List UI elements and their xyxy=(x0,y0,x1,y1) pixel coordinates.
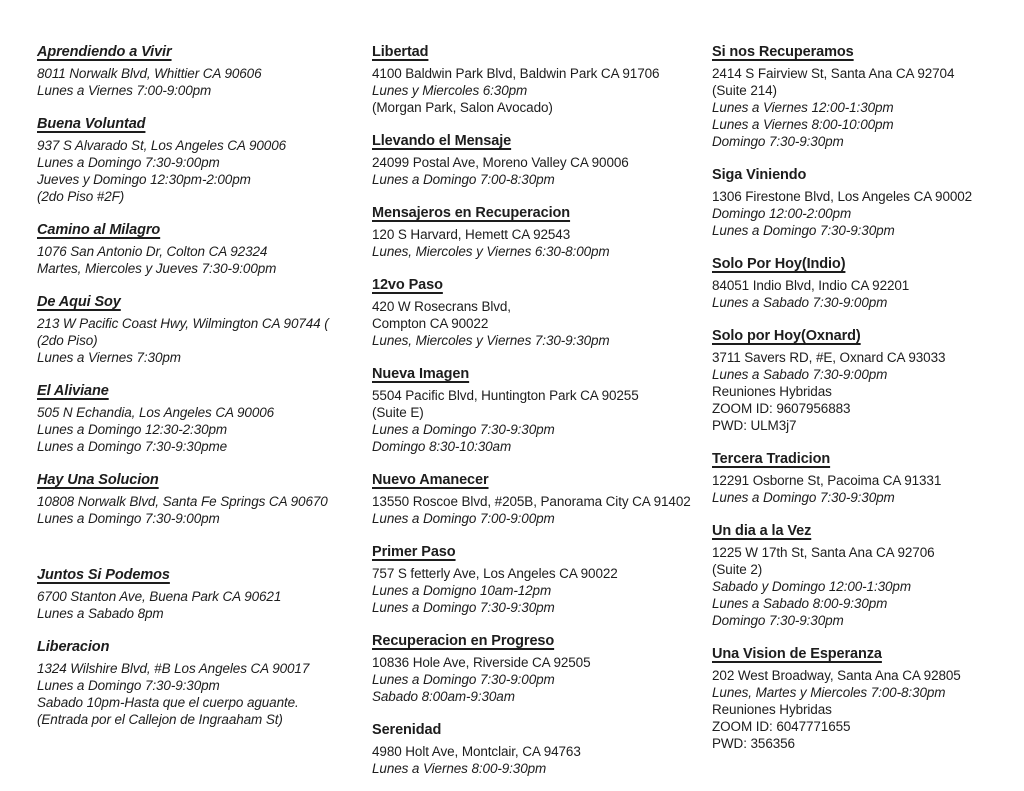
meeting-schedule: Domingo 7:30-9:30pm xyxy=(712,134,844,149)
column-2 xyxy=(372,44,712,791)
meeting-address: 84051 Indio Blvd, Indio CA 92201 xyxy=(712,278,910,293)
meeting-schedule: Lunes, Martes y Miercoles 7:00-8:30pm xyxy=(712,685,946,700)
meeting-name: Liberacion xyxy=(37,639,110,655)
meeting-address: 5504 Pacific Blvd, Huntington Park CA 90255 xyxy=(372,388,639,403)
meeting-schedule: Sabado 8:00am-9:30am xyxy=(372,689,515,704)
meeting-address: 12291 Osborne St, Pacoima CA 91331 xyxy=(712,473,942,488)
meeting-note: (Suite E) xyxy=(372,405,424,420)
meeting-entry xyxy=(372,277,694,349)
meeting-schedule: Lunes a Sabado 8pm xyxy=(37,606,164,621)
meeting-address: 1306 Firestone Blvd, Los Angeles CA 90002 xyxy=(712,189,973,204)
meeting-name: Libertad xyxy=(372,44,429,60)
meeting-entry xyxy=(372,133,694,188)
meeting-address: 10836 Hole Ave, Riverside CA 92505 xyxy=(372,655,591,670)
meeting-entry xyxy=(37,567,354,622)
meeting-schedule: Lunes, Miercoles y Viernes 6:30-8:00pm xyxy=(372,244,610,259)
meeting-schedule: Domingo 7:30-9:30pm xyxy=(712,613,844,628)
meeting-address: 24099 Postal Ave, Moreno Valley CA 90006 xyxy=(372,155,629,170)
meeting-schedule: Lunes a Sabado 8:00-9:30pm xyxy=(712,596,888,611)
meeting-address: 1076 San Antonio Dr, Colton CA 92324 xyxy=(37,244,268,259)
meeting-schedule: Lunes a Domingo 7:00-9:00pm xyxy=(372,511,555,526)
meeting-entry xyxy=(372,205,694,260)
meeting-schedule: Lunes a Viernes 8:00-10:00pm xyxy=(712,117,894,132)
meeting-password: PWD: 356356 xyxy=(712,736,795,751)
meeting-address: 3711 Savers RD, #E, Oxnard CA 93033 xyxy=(712,350,946,365)
meeting-entry xyxy=(37,116,354,205)
meeting-name: 12vo Paso xyxy=(372,277,443,293)
meeting-schedule: Lunes y Miercoles 6:30pm xyxy=(372,83,528,98)
meeting-entry xyxy=(712,451,1006,506)
meeting-note: (2do Piso #2F) xyxy=(37,189,125,204)
meeting-name: Mensajeros en Recuperacion xyxy=(372,205,571,221)
column-3 xyxy=(712,44,1024,791)
meeting-entry xyxy=(37,222,354,277)
meeting-schedule: Lunes a Domingo 7:30-9:00pm xyxy=(37,511,220,526)
meeting-note: Reuniones Hybridas xyxy=(712,384,832,399)
meeting-address: 4100 Baldwin Park Blvd, Baldwin Park CA 91706 xyxy=(372,66,660,81)
meeting-note: (Morgan Park, Salon Avocado) xyxy=(372,100,553,115)
meeting-address: 757 S fetterly Ave, Los Angeles CA 90022 xyxy=(372,566,618,581)
meeting-address: 120 S Harvard, Hemett CA 92543 xyxy=(372,227,571,242)
meeting-entry xyxy=(712,44,1006,150)
meeting-name: Aprendiendo a Vivir xyxy=(37,44,172,60)
meeting-address: 505 N Echandia, Los Angeles CA 90006 xyxy=(37,405,275,420)
meeting-schedule: Lunes a Viernes 7:30pm xyxy=(37,350,181,365)
meeting-name: Nueva Imagen xyxy=(372,366,470,382)
meeting-name: De Aqui Soy xyxy=(37,294,121,310)
meeting-address: 420 W Rosecrans Blvd, xyxy=(372,299,511,314)
meeting-schedule: Lunes a Viernes 8:00-9:30pm xyxy=(372,761,547,776)
meeting-name: Tercera Tradicion xyxy=(712,451,831,467)
meeting-schedule: Lunes a Domigno 10am-12pm xyxy=(372,583,552,598)
meeting-entry xyxy=(372,44,694,116)
meeting-schedule: Sabado y Domingo 12:00-1:30pm xyxy=(712,579,911,594)
meeting-entry xyxy=(37,294,354,366)
meeting-schedule: Lunes a Domingo 7:30-9:30pme xyxy=(37,439,228,454)
meeting-name: Llevando el Mensaje xyxy=(372,133,512,149)
meeting-name: Solo por Hoy(Oxnard) xyxy=(712,328,861,344)
column-1 xyxy=(37,44,372,791)
meeting-address: 4980 Holt Ave, Montclair, CA 94763 xyxy=(372,744,581,759)
meeting-address: Compton CA 90022 xyxy=(372,316,489,331)
meeting-entry xyxy=(712,523,1006,629)
meeting-address: 1324 Wilshire Blvd, #B Los Angeles CA 90017 xyxy=(37,661,310,676)
meeting-schedule: Lunes a Domingo 12:30-2:30pm xyxy=(37,422,228,437)
meeting-name: El Aliviane xyxy=(37,383,109,399)
meeting-schedule: Lunes a Domingo 7:30-9:00pm xyxy=(372,672,555,687)
meeting-schedule: Lunes, Miercoles y Viernes 7:30-9:30pm xyxy=(372,333,610,348)
meeting-address: 2414 S Fairview St, Santa Ana CA 92704 xyxy=(712,66,955,81)
meeting-schedule: Lunes a Viernes 12:00-1:30pm xyxy=(712,100,894,115)
meeting-password: PWD: ULM3j7 xyxy=(712,418,797,433)
meeting-address: 8011 Norwalk Blvd, Whittier CA 90606 xyxy=(37,66,262,81)
meeting-schedule: Lunes a Domingo 7:30-9:30pm xyxy=(712,223,895,238)
meeting-entry xyxy=(372,722,694,777)
meeting-address: 10808 Norwalk Blvd, Santa Fe Springs CA 90670 xyxy=(37,494,328,509)
meeting-name: Siga Viniendo xyxy=(712,167,807,183)
meeting-schedule: Lunes a Domingo 7:00-8:30pm xyxy=(372,172,555,187)
meeting-note: Reuniones Hybridas xyxy=(712,702,832,717)
meeting-name: Una Vision de Esperanza xyxy=(712,646,882,662)
meeting-address: 202 West Broadway, Santa Ana CA 92805 xyxy=(712,668,961,683)
meeting-name: Solo Por Hoy(Indio) xyxy=(712,256,846,272)
meeting-entry xyxy=(37,383,354,455)
meeting-schedule: Lunes a Domingo 7:30-9:30pm xyxy=(372,422,555,437)
meeting-note: (2do Piso) xyxy=(37,333,98,348)
meeting-address: 937 S Alvarado St, Los Angeles CA 90006 xyxy=(37,138,287,153)
meeting-entry xyxy=(37,472,354,527)
meeting-schedule: Lunes a Domingo 7:30-9:30pm xyxy=(372,600,555,615)
meeting-schedule: Lunes a Viernes 7:00-9:00pm xyxy=(37,83,212,98)
meeting-name: Recuperacion en Progreso xyxy=(372,633,555,649)
meeting-schedule: Domingo 8:30-10:30am xyxy=(372,439,512,454)
meeting-address: 213 W Pacific Coast Hwy, Wilmington CA 90744 ( xyxy=(37,316,329,331)
meeting-name: Hay Una Solucion xyxy=(37,472,159,488)
meeting-schedule: Lunes a Sabado 7:30-9:00pm xyxy=(712,295,888,310)
meeting-address: 1225 W 17th St, Santa Ana CA 92706 xyxy=(712,545,935,560)
meeting-schedule: Lunes a Sabado 7:30-9:00pm xyxy=(712,367,888,382)
meeting-entry xyxy=(372,544,694,616)
meeting-note: (Suite 214) xyxy=(712,83,777,98)
meeting-schedule: Lunes a Domingo 7:30-9:30pm xyxy=(37,678,220,693)
meeting-name: Nuevo Amanecer xyxy=(372,472,489,488)
meeting-entry xyxy=(37,44,354,99)
meeting-schedule: Lunes a Domingo 7:30-9:30pm xyxy=(712,490,895,505)
meeting-schedule: Lunes a Domingo 7:30-9:00pm xyxy=(37,155,220,170)
meeting-entry xyxy=(37,639,354,728)
meeting-entry xyxy=(372,633,694,705)
meeting-entry xyxy=(712,646,1006,752)
meeting-name: Juntos Si Podemos xyxy=(37,567,170,583)
meeting-name: Buena Voluntad xyxy=(37,116,146,132)
meeting-schedule: Sabado 10pm-Hasta que el cuerpo aguante. xyxy=(37,695,299,710)
meeting-name: Un dia a la Vez xyxy=(712,523,812,539)
meeting-name: Si nos Recuperamos xyxy=(712,44,854,60)
meeting-address: 6700 Stanton Ave, Buena Park CA 90621 xyxy=(37,589,282,604)
meeting-schedule: Domingo 12:00-2:00pm xyxy=(712,206,852,221)
meeting-name: Serenidad xyxy=(372,722,442,738)
meeting-name: Camino al Milagro xyxy=(37,222,161,238)
meeting-entry xyxy=(712,167,1006,239)
meeting-entry xyxy=(372,472,694,527)
meeting-schedule: Jueves y Domingo 12:30pm-2:00pm xyxy=(37,172,251,187)
meeting-entry xyxy=(712,328,1006,434)
meeting-zoom-id: ZOOM ID: 9607956883 xyxy=(712,401,851,416)
meeting-note: (Entrada por el Callejon de Ingraaham St) xyxy=(37,712,283,727)
meeting-zoom-id: ZOOM ID: 6047771655 xyxy=(712,719,851,734)
meeting-name: Primer Paso xyxy=(372,544,456,560)
meeting-schedule: Martes, Miercoles y Jueves 7:30-9:00pm xyxy=(37,261,277,276)
meeting-entry xyxy=(372,366,694,455)
meeting-address: 13550 Roscoe Blvd, #205B, Panorama City CA 91402 xyxy=(372,494,691,509)
meeting-note: (Suite 2) xyxy=(712,562,763,577)
meeting-entry xyxy=(712,256,1006,311)
